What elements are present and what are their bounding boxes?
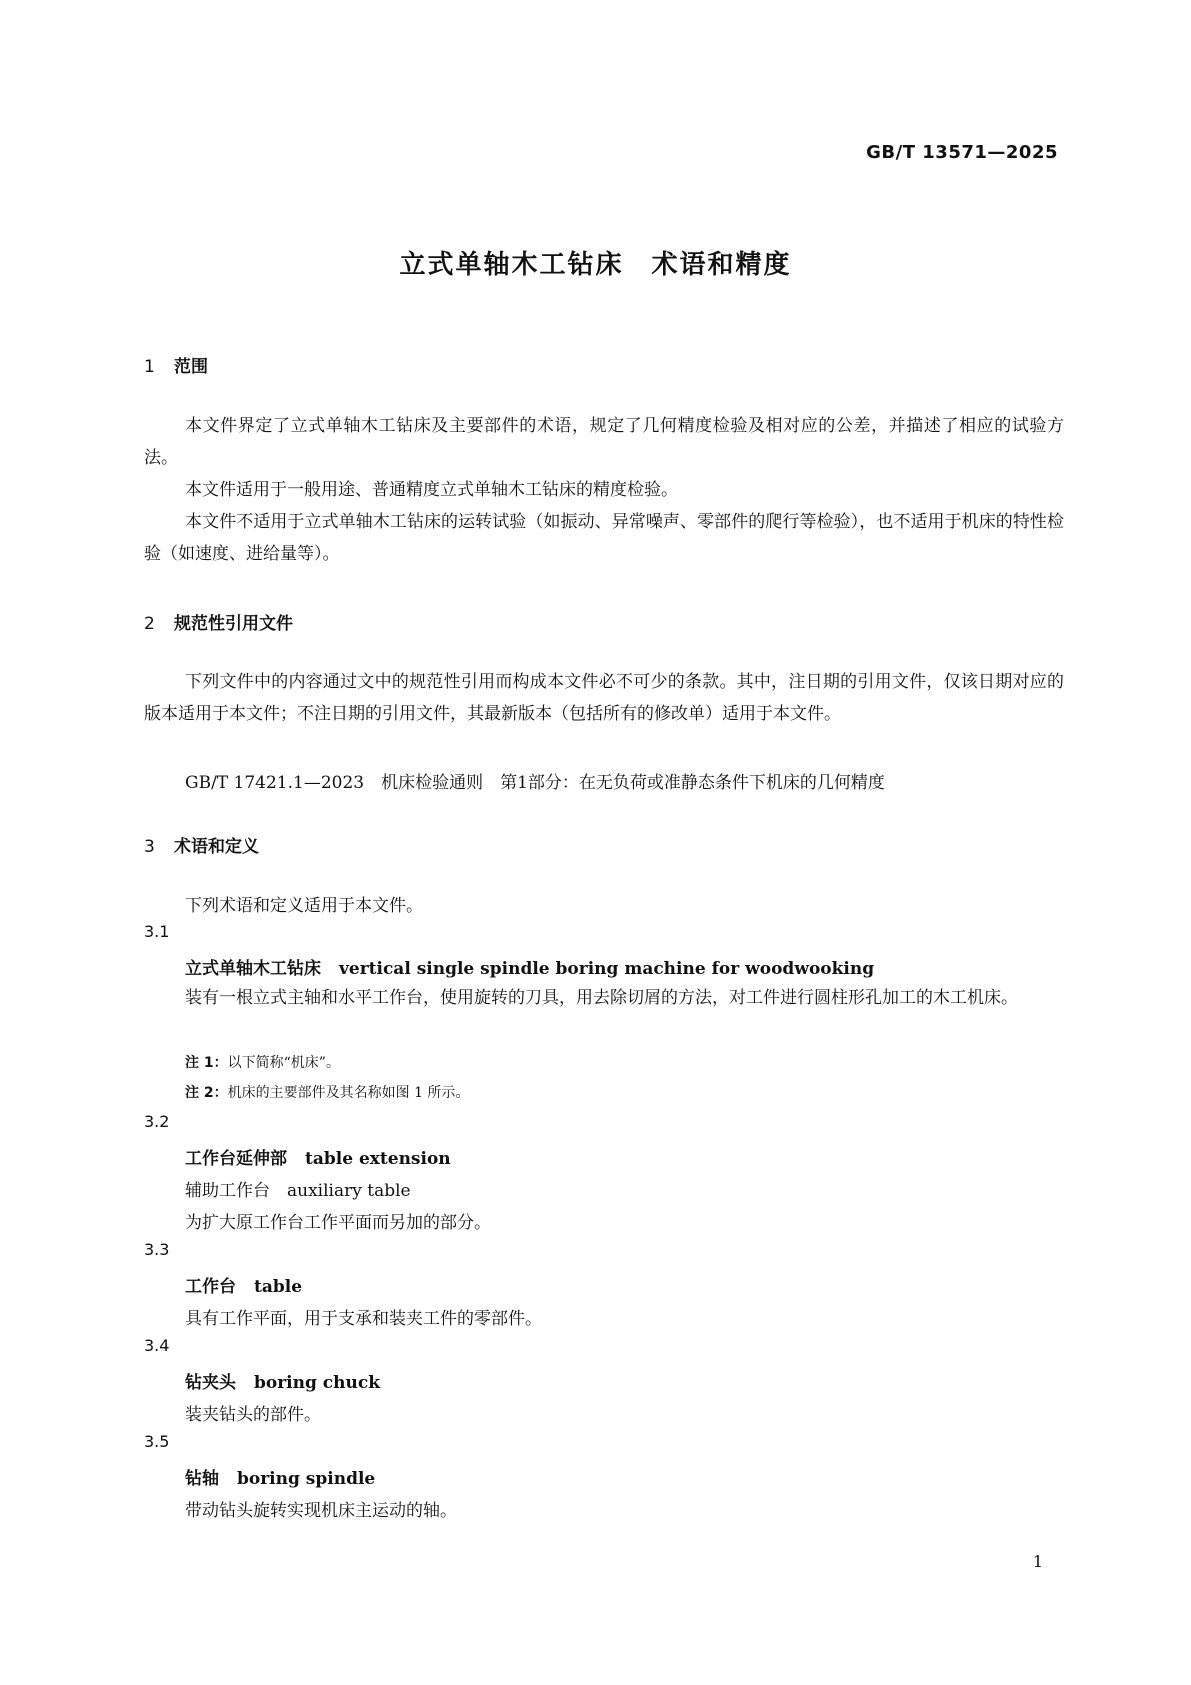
section-1-paragraph-1: 本文件界定了立式单轴木工钻床及主要部件的术语，规定了几何精度检验及相对应的公差，并描述了相应的试验方法。 — [144, 416, 1064, 468]
section-1-heading — [144, 352, 208, 377]
term-3-5 — [185, 1464, 375, 1489]
section-2-heading — [144, 609, 293, 634]
section-number: 2 — [144, 614, 155, 634]
section-2-paragraph-1: 下列文件中的内容通过文中的规范性引用而构成本文件必不可少的条款。其中，注日期的引用文件，仅该日期对应的版本适用于本文件；不注日期的引用文件，其最新版本（包括所有的修改单）适用于本文件。 — [144, 672, 1064, 724]
term-en: boring chuck — [254, 1373, 381, 1393]
term-3-1 — [185, 954, 874, 979]
note-2 — [185, 1082, 469, 1102]
term-number: 3.5 — [144, 1432, 170, 1451]
term-3-2-definition: 为扩大原工作台工作平面而另加的部分。 — [185, 1213, 491, 1233]
section-number: 3 — [144, 837, 155, 857]
term-number: 3.1 — [144, 922, 170, 941]
term-3-4 — [185, 1368, 380, 1393]
normative-reference: GB/T 17421.1—2023 机床检验通则 第1部分：在无负荷或准静态条件下机床的几何精度 — [185, 773, 885, 793]
term-en: boring spindle — [237, 1469, 376, 1489]
section-title: 范围 — [174, 357, 208, 377]
term-number: 3.3 — [144, 1240, 170, 1259]
term-number: 3.2 — [144, 1112, 170, 1131]
section-number: 1 — [144, 357, 155, 377]
document-title: 立式单轴木工钻床 术语和精度 — [399, 250, 792, 280]
note-label: 注 1： — [185, 1055, 228, 1071]
section-1-paragraph-2: 本文件适用于一般用途、普通精度立式单轴木工钻床的精度检验。 — [185, 480, 678, 500]
term-en: table extension — [305, 1149, 451, 1169]
term-3-2 — [185, 1144, 451, 1169]
note-1 — [185, 1052, 340, 1072]
term-en: table — [254, 1277, 303, 1297]
term-zh: 钻轴 — [185, 1469, 219, 1489]
page-number: 1 — [1032, 1552, 1043, 1571]
term-3-2-alternative: 辅助工作台 auxiliary table — [185, 1181, 411, 1201]
standard-number: GB/T 13571—2025 — [866, 142, 1058, 163]
note-text: 机床的主要部件及其名称如图 1 所示。 — [227, 1085, 470, 1101]
term-3-3 — [185, 1272, 302, 1297]
section-title: 规范性引用文件 — [174, 614, 293, 634]
term-zh: 立式单轴木工钻床 — [185, 959, 321, 979]
section-3-heading — [144, 832, 259, 857]
note-text: 以下简称“机床”。 — [227, 1055, 340, 1071]
term-zh: 工作台延伸部 — [185, 1149, 287, 1169]
term-zh: 工作台 — [185, 1277, 236, 1297]
note-label: 注 2： — [185, 1085, 228, 1101]
section-title: 术语和定义 — [174, 837, 259, 857]
term-number: 3.4 — [144, 1336, 170, 1355]
term-3-3-definition: 具有工作平面，用于支承和装夹工件的零部件。 — [185, 1309, 542, 1329]
term-3-5-definition: 带动钻头旋转实现机床主运动的轴。 — [185, 1501, 457, 1521]
term-3-4-definition: 装夹钻头的部件。 — [185, 1405, 321, 1425]
term-zh: 钻夹头 — [185, 1373, 236, 1393]
term-3-1-definition: 装有一根立式主轴和水平工作台，使用旋转的刀具，用去除切屑的方法，对工件进行圆柱形孔加工的木工机床。 — [185, 988, 1018, 1008]
term-en: vertical single spindle boring machine for woodwooking — [339, 959, 875, 979]
section-1-paragraph-3: 本文件不适用于立式单轴木工钻床的运转试验（如振动、异常噪声、零部件的爬行等检验），也不适用于机床的特性检验（如速度、进给量等）。 — [144, 512, 1064, 564]
section-3-intro: 下列术语和定义适用于本文件。 — [185, 896, 423, 916]
